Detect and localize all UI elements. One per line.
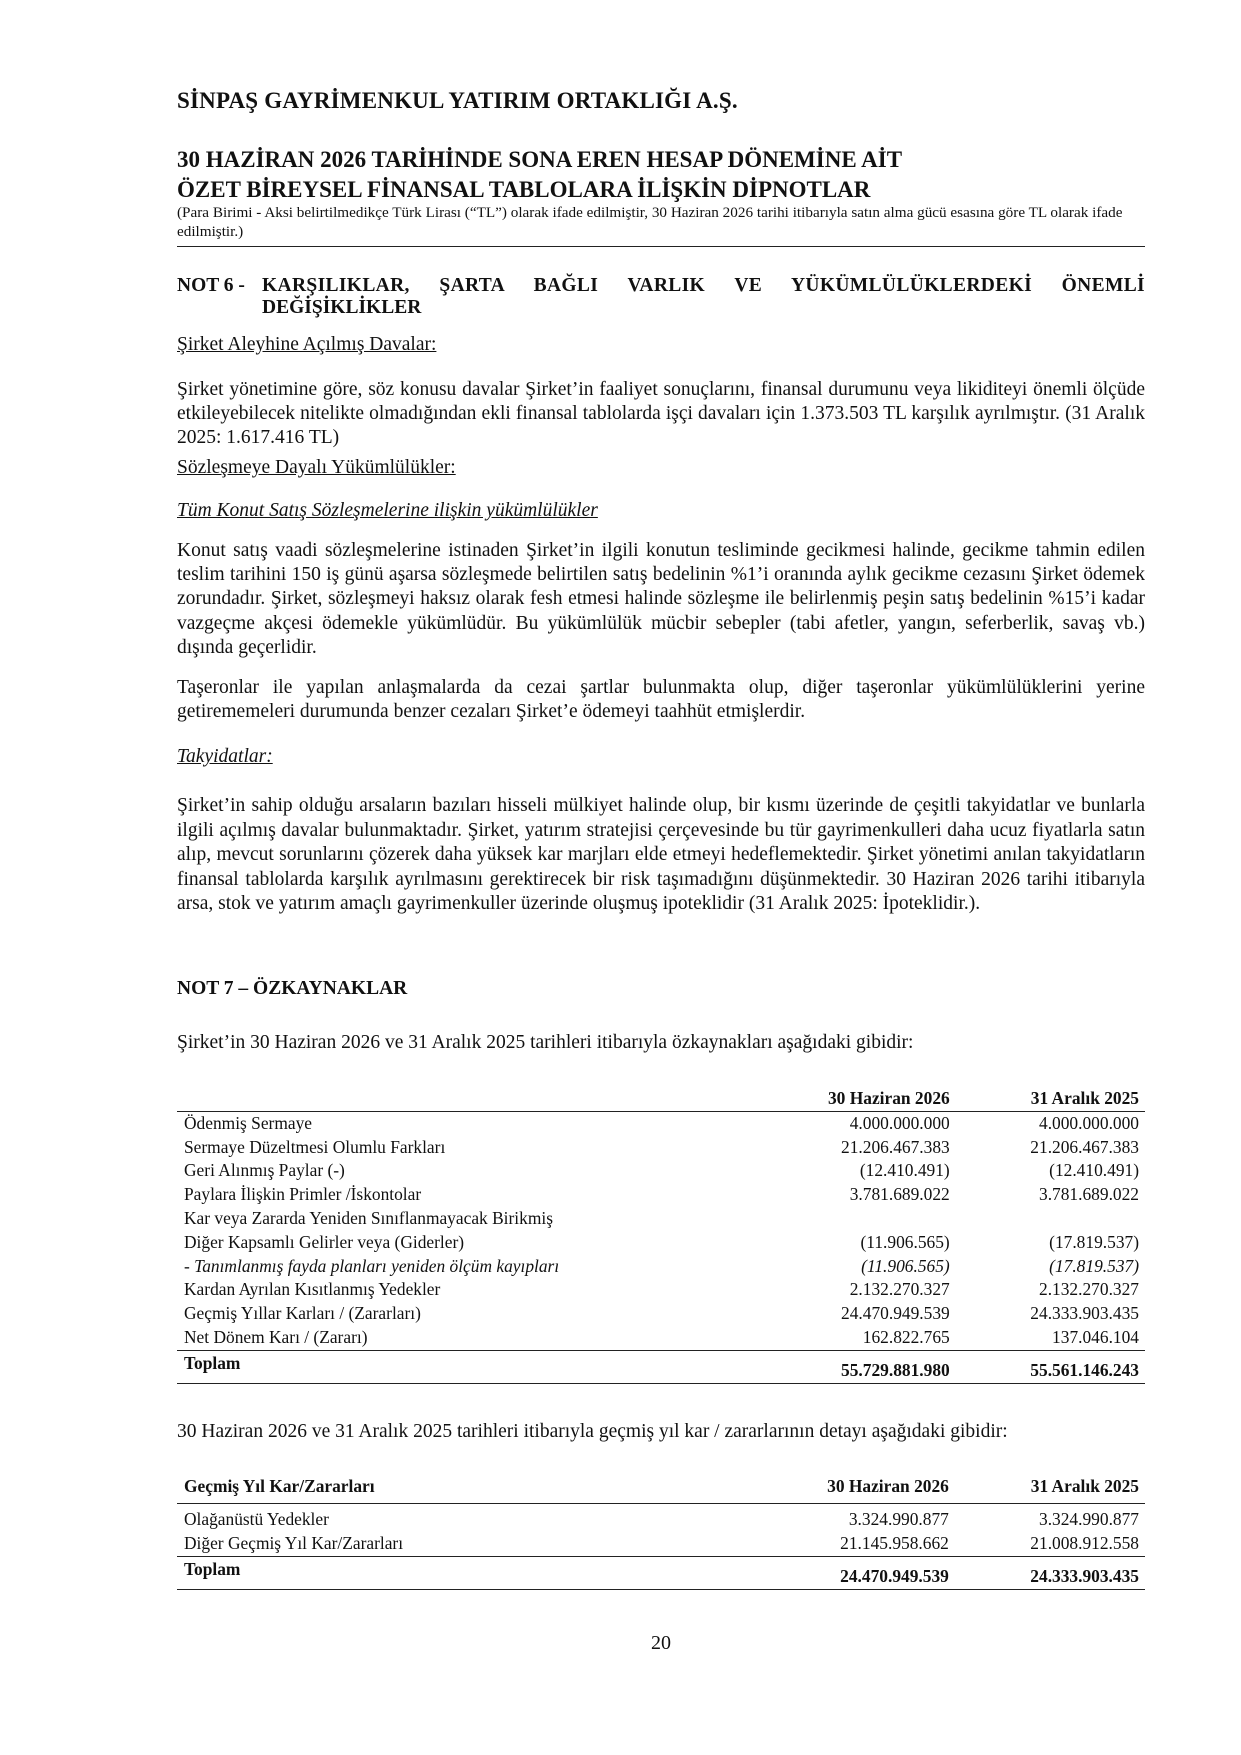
row-value-2026: 3.781.689.022 xyxy=(849,1184,950,1205)
header-divider xyxy=(177,246,1145,247)
row-value-2025: 24.333.903.435 xyxy=(1030,1303,1139,1324)
row-value-2026 xyxy=(760,1207,956,1231)
retained-earnings-table xyxy=(177,1469,1145,1590)
total-label: Toplam xyxy=(177,1350,760,1383)
row-value-2025: 137.046.104 xyxy=(1052,1326,1139,1347)
row-value-2025: 21.008.912.558 xyxy=(1030,1532,1139,1553)
table-row xyxy=(177,1255,1145,1279)
row-label: Net Dönem Karı / (Zararı) xyxy=(184,1326,368,1347)
contract-subtitle: Tüm Konut Satış Sözleşmelerine ilişkin yükümlülükler xyxy=(177,500,598,521)
lawsuits-title: Şirket Aleyhine Açılmış Davalar: xyxy=(177,334,437,355)
report-title-line2: ÖZET BİREYSEL FİNANSAL TABLOLARA İLİŞKİN DİPNOTLAR xyxy=(177,177,871,202)
currency-note: (Para Birimi - Aksi belirtilmedikçe Türk Lirası (“TL”) olarak ifade edilmiştir, 30 Haziran 2026 tarihi itibarıyla satın alma gücü esasına göre TL olarak ifade edilmiştir.) xyxy=(177,204,1123,240)
report-title-line1: 30 HAZİRAN 2026 TARİHİNDE SONA EREN HESAP DÖNEMİNE AİT xyxy=(177,147,903,172)
retained-col-label: Geçmiş Yıl Kar/Zararları xyxy=(177,1469,759,1504)
contract-title: Sözleşmeye Dayalı Yükümlülükler: xyxy=(177,457,456,478)
row-value-2026: (12.410.491) xyxy=(859,1160,950,1181)
lawsuits-text: Şirket yönetimine göre, söz konusu davalar Şirket’in faaliyet sonuçlarını, finansal durumunu veya likiditeyi önemli ölçüde etkileyebilecek nitelikte olmadığından ekli finansal tablolarda işçi davaları için 1.373.503 TL karşılık ayrılmıştır. (31 Aralık 2025: 1.617.416 TL) xyxy=(177,379,1145,449)
table-row xyxy=(177,1136,1145,1160)
row-value-2026: 4.000.000.000 xyxy=(849,1112,950,1133)
row-value-2026: 24.470.949.539 xyxy=(841,1303,950,1324)
company-name: SİNPAŞ GAYRİMENKUL YATIRIM ORTAKLIĞI A.Ş. xyxy=(177,88,738,113)
note6-heading-line1: KARŞILIKLAR, ŞARTA BAĞLI VARLIK VE YÜKÜMLÜLÜKLERDEKİ ÖNEMLİ xyxy=(262,275,1145,296)
row-value-2026: 3.324.990.877 xyxy=(848,1509,949,1529)
row-value-2025: (17.819.537) xyxy=(1049,1231,1139,1252)
table-row xyxy=(177,1111,1145,1135)
equity-col-2025: 31 Aralık 2025 xyxy=(956,1087,1145,1111)
row-value-2026: 21.145.958.662 xyxy=(840,1532,949,1553)
row-label: Geçmiş Yıllar Karları / (Zararları) xyxy=(184,1303,421,1324)
row-value-2026: (11.906.565) xyxy=(860,1231,950,1252)
retained-intro: 30 Haziran 2026 ve 31 Aralık 2025 tarihleri itibarıyla geçmiş yıl kar / zararlarının detayı aşağıdaki gibidir: xyxy=(177,1421,1008,1442)
row-label: Sermaye Düzeltmesi Olumlu Farkları xyxy=(184,1136,446,1157)
equity-total-row xyxy=(177,1350,1145,1383)
row-value-2025: 3.324.990.877 xyxy=(1039,1509,1139,1529)
encumbrance-text: Şirket’in sahip olduğu arsaların bazıları hisseli mülkiyet halinde olup, bir kısmı üzerinde de çeşitli takyidatlar ve bunlarla ilgili açılmış davalar bulunmaktadır. Şirket, yatırım stratejisi çerçevesinde bu tür gayrimenkulleri daha ucuz fiyatlarla satın alıp, mevcut sorunlarını çözerek daha yüksek kar marjları elde etmeyi hedeflemektedir. Şirket yönetimi anılan takyidatların finansal tablolarda karşılık ayrılmasını gerektirecek bir risk taşımadığını düşünmektedir. 30 Haziran 2026 tarihi itibarıyla arsa, stok ve yatırım amaçlı gayrimenkuller üzerinde oluşmuş ipoteklidir (31 Aralık 2025: İpoteklidir.). xyxy=(177,795,1145,915)
row-label: Olağanüstü Yedekler xyxy=(184,1509,329,1529)
retained-table-header xyxy=(177,1469,1145,1504)
table-row xyxy=(177,1159,1145,1183)
equity-col-label xyxy=(177,1087,760,1111)
row-label: Geri Alınmış Paylar (-) xyxy=(184,1160,345,1181)
row-value-2025: 4.000.000.000 xyxy=(1039,1112,1139,1133)
row-value-2026: 2.132.270.327 xyxy=(849,1279,950,1300)
contract-text-2: Taşeronlar ile yapılan anlaşmalarda da cezai şartlar bulunmakta olup, diğer taşeronlar yükümlülüklerini yerine getirememeleri durumunda benzer cezaları Şirket’e ödemeyi taahhüt etmişlerdir. xyxy=(177,677,1145,723)
table-row xyxy=(177,1278,1145,1302)
page-number: 20 xyxy=(651,1632,671,1654)
equity-table-header xyxy=(177,1087,1145,1111)
row-value-2025: (17.819.537) xyxy=(1049,1255,1139,1276)
total-value-2026: 55.729.881.980 xyxy=(760,1350,956,1383)
row-label: Paylara İlişkin Primler /İskontolar xyxy=(184,1184,422,1205)
note7-heading: NOT 7 – ÖZKAYNAKLAR xyxy=(177,978,408,999)
total-value-2026: 24.470.949.539 xyxy=(759,1556,955,1589)
retained-col-2025: 31 Aralık 2025 xyxy=(955,1469,1145,1504)
total-value-2025: 55.561.146.243 xyxy=(956,1350,1145,1383)
row-value-2025: 21.206.467.383 xyxy=(1030,1136,1139,1157)
row-value-2025 xyxy=(956,1207,1145,1231)
row-label: - Tanımlanmış fayda planları yeniden ölçüm kayıpları xyxy=(184,1255,560,1276)
row-label: Ödenmiş Sermaye xyxy=(184,1112,312,1133)
row-label: Diğer Kapsamlı Gelirler veya (Giderler) xyxy=(184,1231,465,1252)
note6-heading xyxy=(177,275,1145,319)
total-label: Toplam xyxy=(177,1556,759,1589)
row-value-2026: 162.822.765 xyxy=(862,1326,950,1347)
table-row xyxy=(177,1302,1145,1326)
table-row xyxy=(177,1326,1145,1350)
row-label: Kar veya Zararda Yeniden Sınıflanmayacak Birikmiş xyxy=(184,1207,553,1228)
table-row xyxy=(177,1183,1145,1207)
contract-text-1: Konut satış vaadi sözleşmelerine istinaden Şirket’in ilgili konutun tesliminde gecikmesi halinde, gecikme tahmin edilen teslim tarihini 150 iş günü aşarsa sözleşmede belirtilen satış bedelinin %1’i oranında aylık gecikme cezasını Şirket ödemek zorundadır. Şirket, sözleşmeyi haksız olarak fesh etmesi halinde sözleşme ile belirlenmiş peşin satış bedelinin %15’i kadar vazgeçme akçesi ödemekle yükümlüdür. Bu yükümlülük mücbir sebepler (tabi afetler, yangın, seferberlik, savaş vb.) dışında geçerlidir. xyxy=(177,540,1145,658)
retained-total-row xyxy=(177,1556,1145,1589)
equity-table xyxy=(177,1087,1145,1384)
table-row xyxy=(177,1231,1145,1255)
retained-col-2026: 30 Haziran 2026 xyxy=(759,1469,955,1504)
note7-intro: Şirket’in 30 Haziran 2026 ve 31 Aralık 2025 tarihleri itibarıyla özkaynakları aşağıdaki gibidir: xyxy=(177,1032,914,1053)
row-value-2026: (11.906.565) xyxy=(861,1255,950,1276)
total-value-2025: 24.333.903.435 xyxy=(955,1556,1145,1589)
row-label: Diğer Geçmiş Yıl Kar/Zararları xyxy=(184,1532,404,1553)
row-value-2026: 21.206.467.383 xyxy=(841,1136,950,1157)
table-row xyxy=(177,1532,1145,1556)
row-label: Kardan Ayrılan Kısıtlanmış Yedekler xyxy=(184,1279,441,1300)
note6-heading-prefix: NOT 6 - xyxy=(177,275,245,296)
equity-col-2026: 30 Haziran 2026 xyxy=(760,1087,956,1111)
note6-heading-line2: DEĞİŞİKLİKLER xyxy=(262,297,422,318)
row-value-2025: 2.132.270.327 xyxy=(1039,1279,1139,1300)
row-value-2025: 3.781.689.022 xyxy=(1039,1184,1139,1205)
row-value-2025: (12.410.491) xyxy=(1049,1160,1139,1181)
table-row xyxy=(177,1504,1145,1532)
encumbrance-title: Takyidatlar: xyxy=(177,746,273,767)
table-row xyxy=(177,1207,1145,1231)
